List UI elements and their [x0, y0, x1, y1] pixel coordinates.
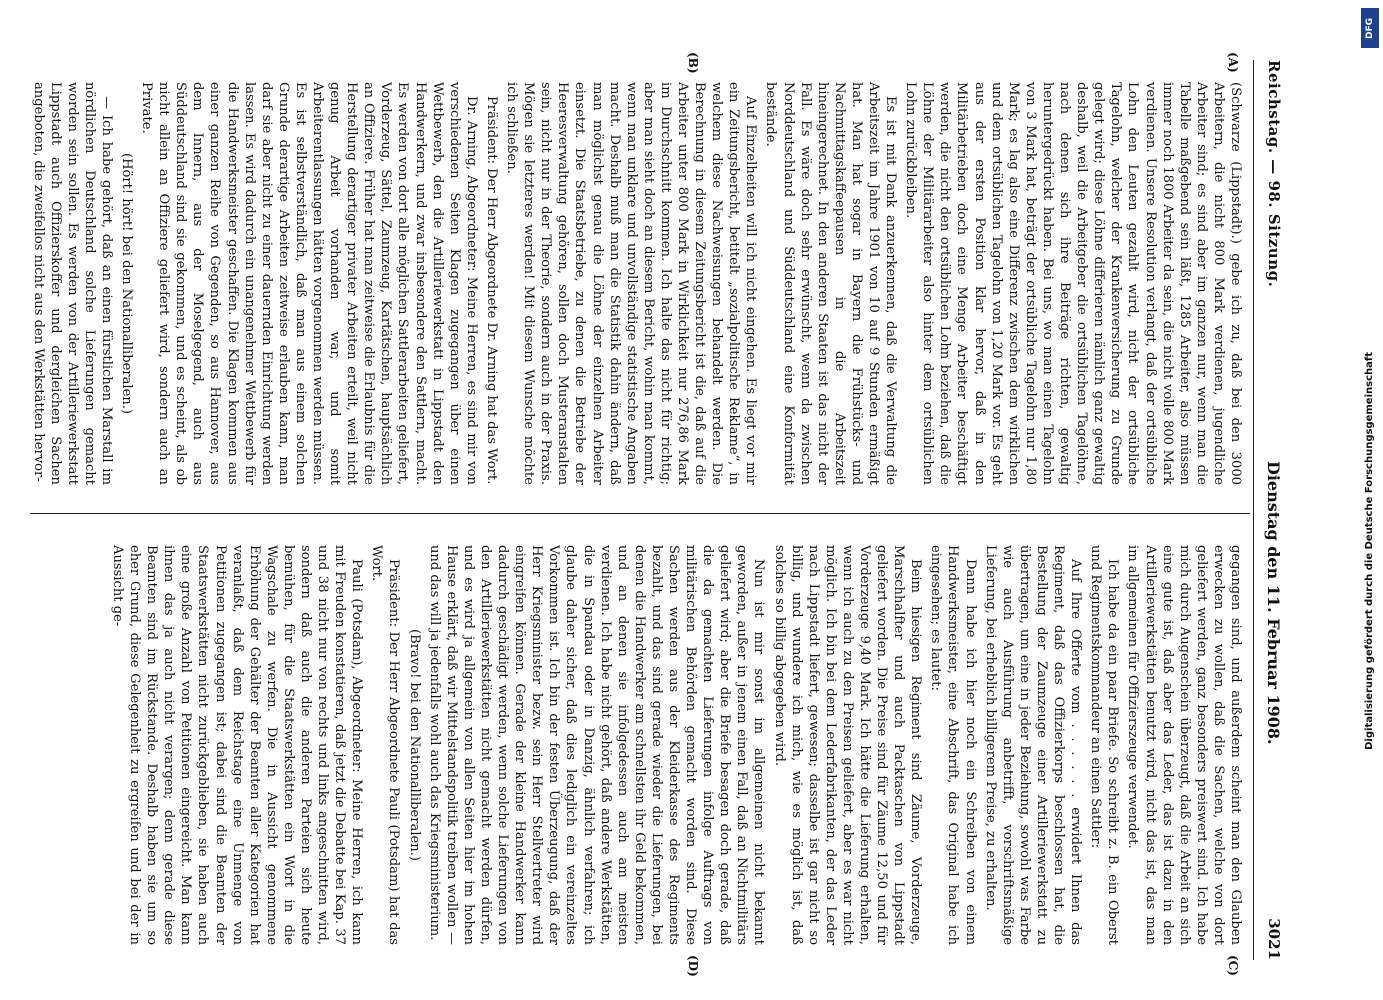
column-divider: [30, 513, 1250, 514]
left-paragraph-3: Auf Einzelheiten will ich nicht eingehen. Es liegt vor mir ein Zeitungsbericht, betitelt „sozialpolitische Reklame“, in welchem diese Nachweisungen behandelt werden. Die Berechnung in diesem Zeitungsbericht ist die, daß auf die Arbeiter unter 800 Mark in Wirklichkeit nur 276,86 Mark im Durchschnitt kommen. Ich halte das nicht für richtig; aber man sieht doch an diesem Bericht, wohin man kommt, wenn man unklare und unvollständige statistische Angaben macht. Deshalb muß man die Statistik dahin ändern, daß man möglichst genau die Löhne der einzelnen Arbeiter einsetzt. Die Staatsbetriebe, zu denen die Betriebe der Heeresverwaltung gehören, sollen doch Musteranstalten sein, nicht nur in der Theorie, sondern auch in der Praxis. Mögen sie letzteres werden! Mit diesem Wunsche möchte ich schließen.: [504, 82, 759, 485]
left-paragraph-4: Präsident: Der Herr Abgeordnete Dr. Arning hat das Wort.: [483, 96, 499, 485]
right-paragraph-3: Auf Ihre Offerte vom . . . . . . erwidert Ihnen das Regiment, daß das Offizierkorps beschlossen hat, die Bestellung der Zaumzeuge einer Artilleriewerkstatt zu übertragen, um eine in jeder Beziehung, sowohl was Farbe wie auch Ausführung anbetrifft, vorschriftsmäßige Lieferung, bei erheblich billigerem Preise, zu erhalten.: [982, 545, 1084, 945]
right-paragraph-7: (Bravo! bei den Nationalliberalen.): [406, 629, 422, 861]
left-paragraph-1: (Schwarze (Lippstadt).) gebe ich zu, daß bei den 3000 Arbeitern, die nicht 800 Mark verdienen, jugendliche Arbeiter sind; es sind aber im ganzen nur, wenn man die Tabelle maßgebend sein läßt, 1285 Arbeiter, also müssen immer noch 1800 Arbeiter da sein, die nicht volle 800 Mark verdienen. Unsere Resolution verlangt, daß der ortsübliche Lohn den Leuten gezahlt wird, nicht der ortsübliche Tagelohn, welcher der Krankenversicherung zu Grunde gelegt wird; diese Löhne differieren nämlich ganz gewaltig deshalb, weil die Arbeitgeber die ortsüblichen Tagelöhne, nach denen sich ihre Beiträge richten, gewaltig heruntergedrückt haben. Bei uns, wo man einen Tagelohn von 3 Mark hat, beträgt der ortsübliche Tagelohn nur 1,80 Mark; es lag also eine Differenz zwischen dem wirklichen und dem ortsüblichen Tagelohn von 1,20 Mark vor. Es geht aus der ersten Position klar hervor, daß in den Militärbetrieben doch eine Menge Arbeiter beschäftigt werden, die nicht den ortsüblichen Lohn beziehen, daß die Löhne der Militärarbeiter also hinter dem ortsüblichen Lohn zurückbleiben.: [903, 82, 1243, 485]
marker-b: (B): [686, 52, 700, 74]
right-paragraph-6: Nun ist mir sonst im allgemeinen nicht bekannt geworden, außer in jenem einen Fall, daß an Nichtmilitärs geliefert wird; aber die Briefe besagen doch gerade, daß die da gemachten Lieferungen infolge Auftrags von militärischen Behörden gemacht worden sind. Diese Sachen werden aus der Kleiderkasse des Regiments bezahlt, und das sind gerade wieder die Lieferungen, bei denen die Handwerker am schnellsten ihr Geld bekommen, und an denen sie infolgedessen auch am meisten verdienen. Ich habe nicht gehört, daß andere Werkstätten, die in Spandau oder in Danzig, ähnlich verfahren; ich glaube daher sicher, daß dies lediglich ein vereinzeltes Vorkommen ist. Ich bin der festen Überzeugung, daß der Herr Kriegsminister bezw. sein Herr Stellvertreter wird eingreifen können. Gerade der kleine Handwerker kann dadurch geschädigt werden, wenn solche Lieferungen von den Artilleriewerkstätten nicht gemacht werden dürfen, und es wird ja allgemein von allen Seiten hier im hohen Hause erklärt, daß wir Mittelstandspolitik treiben wollen — und das will ja jedenfalls wohl auch das Kriegsministerium.: [426, 545, 767, 945]
right-paragraph-1: gegangen sind, und außerdem scheint man den Glauben erwecken zu wollen, daß die Sachen, welche von dort geliefert werden, ganz besonders preiswert sind. Ich habe mich durch Augenschein überzeugt, daß die Arbeit an sich eine gute ist, daß aber das Leder, das ist dazu in den Artilleriewerkstätten benutzt wird, nicht das ist, das man im allgemeinen für Offizierszeuge verwendet.: [1125, 545, 1243, 945]
page-number: 3021: [1265, 918, 1283, 960]
left-paragraph-5: Dr. Arning, Abgeordneter: Meine Herren, es sind mir von verschiedenen Seiten Klagen zugegangen über einen Wettbewerb, den die Artilleriewerkstatt in Lippstadt den Handwerkern, und zwar insbesondere den Sattlern, macht. Es werden von dort alle möglichen Sattlerarbeiten geliefert, Vorderzeug, Sättel, Zaumzeug, Kartätschen, hauptsächlich an Offiziere. Früher hat man zeitweise die Erlaubnis für die Herstellung derartiger privater Arbeiten erteilt, weil nicht genug Arbeit vorhanden war, und somit Arbeiterentlassungen hätten vorgenommen werden müssen. Es ist selbstverständlich, daß man aus einem solchen Grunde derartige Arbeiten zeitweise erlauben kann, man darf sie aber nicht zu einer dauernden Einrichtung werden lassen. Es wird dadurch ein unangenehmer Wettbewerb für die Handwerksmeister geschaffen. Die Klagen kommen aus einer ganzen Reihe von Gegenden, so aus Hannover, aus dem Innern, aus der Moselgegend, auch aus Süddeutschland sind sie gekommen, und es scheint, als ob nicht allein an Offiziere geliefert wird, sondern auch an Private.: [139, 82, 479, 485]
right-paragraph-8: Präsident: Der Herr Abgeordnete Pauli (Potsdam) hat das Wort.: [369, 545, 402, 945]
marker-c: (C): [1226, 955, 1240, 976]
right-paragraph-4: Dann habe ich hier noch ein Schreiben von einem Handwerksmeister, eine Abschrift, das Original habe ich eingesehen; es lautet:: [928, 545, 978, 945]
marker-d: (D): [686, 955, 700, 977]
marker-a: (A): [1226, 52, 1240, 73]
left-paragraph-6: (Hört! hört! bei den Nationalliberalen.): [119, 152, 134, 415]
right-paragraph-2: Ich habe da ein paar Briefe. So schreibt z. B. ein Oberst und Regimentskommandeur an einen Sattler:: [1088, 545, 1121, 945]
left-paragraph-7: — Ich habe gehört, daß an einen fürstlichen Marstall im nördlichen Deutschland solche Lieferungen gemacht worden sein sollen. Es werden von der Artilleriewerkstatt Lippstadt auch Offizierskoffer und dergleichen Sachen angeboten, die zweifellos nicht aus den Werkstätten hervor-: [30, 82, 114, 485]
header-date: Dienstag den 11. Februar 1908.: [1264, 460, 1284, 745]
digitization-credit: Digitalisierung gefördert durch die Deutsche Forschungsgemeinschaft: [1364, 352, 1375, 750]
left-paragraph-2: Es ist mit Dank anzuerkennen, daß die Verwaltung die Arbeitszeit im Jahre 1901 von 10 auf 9 Stunden ermäßigt hat. Man hat sogar in Bayern die Frühstücks- und Nachmittagskaffeepausen in die Arbeitszeit hineingerechnet. In den anderen Staaten ist das nicht der Fall. Es wäre doch sehr erwünscht, wenn da zwischen Norddeutschland und Süddeutschland eine Konformität bestände.: [763, 82, 899, 485]
header-left-title: Reichstag. — 98. Sitzung.: [1265, 60, 1283, 288]
header-rule: [1253, 60, 1254, 960]
page-header: [1260, 60, 1288, 960]
right-paragraph-9: Pauli (Potsdam), Abgeordneter: Meine Herren, ich kann mit Freuden konstatieren, daß jetzt die Debatte bei Kap. 37 und 38 nicht nur von rechts und links angeschnitten wird, sondern daß auch die anderen Parteien sich heute bemühen, für die Staatswerkstätten ein Wort in die Wagschale zu werfen. Die in Aussicht genommene Erhöhung der Gehälter der Beamten aller Kategorien hat veranlaßt, daß dem Reichstage eine Unmenge von Petitionen zugegangen ist; dabei sind die Beamten der Staatswerkstätten nicht zurückgeblieben, sie haben auch eine große Anzahl von Petitionen eingereicht. Man kann ihnen das ja auch nicht verargen; denn gerade diese Beamten sind im Rückstande. Deshalb haben sie um so eher Grund, diese Gelegenheit zu ergreifen und bei der in Aussicht ge-: [110, 545, 365, 945]
right-paragraph-5: Beim hiesigen Regiment sind Zäume, Vorderzeuge, Marschhalfter und auch Packtaschen von Lippstadt geliefert worden. Die Preise sind für Zäume 12,50 und für Vorderzeuge 9,40 Mark. Ich hätte die Lieferung erhalten, wenn ich auch zu den Preisen geliefert, aber es war nicht möglich. Ich bin bei dem Lederfabrikanten, der das Leder nach Lippstadt liefert, gewesen; dasselbe ist gar nicht so billig, und wundere ich mich, wie es möglich ist, daß solches so billig abgegeben wird.: [771, 545, 924, 945]
left-column: [30, 82, 1244, 485]
dfg-logo: DFG: [1361, 8, 1379, 48]
right-column: [30, 545, 1244, 945]
